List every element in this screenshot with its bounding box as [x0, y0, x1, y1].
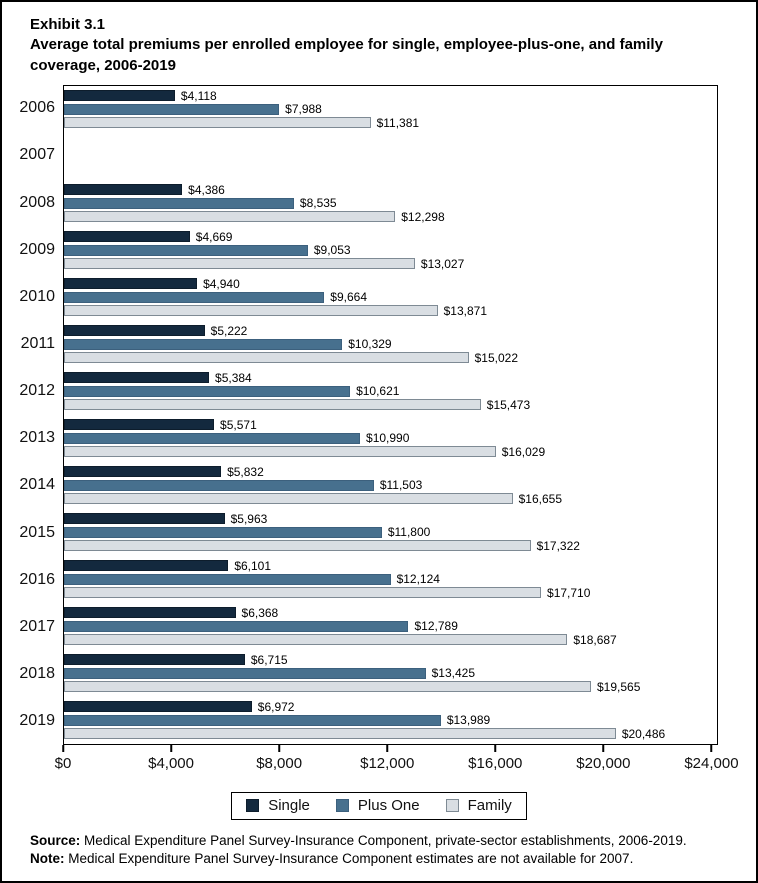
bar-value-label: $17,322: [536, 538, 580, 553]
plus-one-bar: [64, 433, 360, 444]
family-bar: [64, 681, 591, 692]
year-group-2006: [64, 86, 717, 133]
bar-line: [64, 681, 717, 692]
year-label: 2008: [19, 193, 55, 211]
plus-one-bar: [64, 292, 324, 303]
year-label: 2018: [19, 665, 55, 682]
note-line: [30, 850, 728, 868]
bar-value-label: $13,027: [420, 256, 465, 271]
year-group-2012: [64, 368, 717, 415]
bar-value-label: $10,329: [348, 337, 392, 352]
bar-line: [64, 527, 717, 538]
year-group-2013: [64, 415, 717, 462]
bar-line: [64, 513, 717, 524]
bar-value-label: $6,101: [234, 558, 272, 573]
legend-label: Plus One: [357, 797, 420, 815]
bar-line: [64, 587, 717, 598]
year-label: 2010: [19, 287, 55, 305]
family-bar: [64, 117, 371, 128]
bar-line: [64, 607, 717, 618]
bar-value-label: $6,715: [250, 652, 288, 667]
bar-value-label: $12,298: [401, 209, 445, 224]
x-tick-mark: [62, 745, 64, 752]
plus-one-bar: [64, 339, 342, 350]
plus-one-bar: [64, 104, 279, 115]
bar-value-label: $5,832: [227, 464, 264, 479]
single-bar: [64, 560, 228, 571]
x-tick-mark: [603, 745, 605, 752]
family-bar: [64, 211, 395, 222]
year-group-2018: [64, 650, 717, 697]
bar-value-label: $15,022: [474, 350, 519, 365]
single-bar: [64, 654, 245, 665]
bar-line: [64, 466, 717, 477]
single-bar: [64, 90, 175, 101]
single-bar: [64, 466, 221, 477]
x-tick-mark: [278, 745, 280, 752]
single-bar: [64, 419, 214, 430]
family-bar: [64, 587, 541, 598]
plot-area: [63, 85, 718, 745]
bar-value-label: $13,425: [431, 666, 475, 681]
family-bar: [64, 352, 469, 363]
legend-item-single: [246, 797, 310, 814]
bar-chart: [2, 85, 756, 785]
plus-one-bar: [64, 480, 374, 491]
bar-value-label: $6,368: [241, 605, 279, 620]
year-group-2011: [64, 321, 717, 368]
bar-line: [64, 184, 717, 195]
legend: [231, 792, 527, 820]
single-bar: [64, 325, 205, 336]
plus-one-bar: [64, 621, 408, 632]
plus-one-bar: [64, 668, 426, 679]
year-label: 2012: [19, 382, 55, 400]
bar-value-label: $12,789: [414, 619, 458, 634]
legend-container: [2, 792, 756, 820]
single-bar: [64, 607, 236, 618]
legend-label: Single: [268, 797, 310, 815]
family-bar: [64, 305, 438, 316]
bar-value-label: $11,800: [387, 525, 431, 540]
bar-line: [64, 117, 717, 128]
bar-line: [64, 433, 717, 444]
footer-notes: [30, 832, 728, 868]
bar-line: [64, 211, 717, 222]
source-text: Medical Expenditure Panel Survey-Insurance Component, private-sector establishments, 2006-2019.: [80, 832, 687, 848]
bar-line: [64, 104, 717, 115]
legend-label: Family: [467, 797, 512, 815]
year-group-2010: [64, 274, 717, 321]
y-axis-labels: [2, 85, 55, 745]
x-tick-label: $20,000: [576, 754, 631, 772]
bar-value-label: $4,940: [203, 276, 240, 291]
bar-value-label: $17,710: [547, 585, 591, 600]
bar-line: [64, 715, 717, 726]
legend-swatch-icon: [336, 799, 349, 812]
x-axis-tick-labels: [54, 754, 739, 777]
bar-value-label: $8,535: [299, 196, 337, 211]
note-text: Medical Expenditure Panel Survey-Insurance Component estimates are not available for 2007.: [64, 850, 634, 866]
x-tick-mark: [495, 745, 497, 752]
bar-line: [64, 399, 717, 410]
bar-line: [64, 701, 717, 712]
plus-one-bar: [64, 245, 308, 256]
bar-line: [64, 325, 717, 336]
legend-item-family: [446, 797, 512, 814]
year-group-2019: [64, 697, 717, 744]
family-bar: [64, 493, 513, 504]
bar-line: [64, 198, 717, 209]
year-group-2016: [64, 556, 717, 603]
plus-one-bar: [64, 715, 441, 726]
year-group-2017: [64, 603, 717, 650]
bar-line: [64, 574, 717, 585]
single-bar: [64, 701, 252, 712]
bar-line: [64, 151, 717, 162]
bar-line: [64, 540, 717, 551]
x-tick-label: $24,000: [684, 754, 739, 772]
family-bar: [64, 258, 415, 269]
x-tick-label: $16,000: [468, 754, 523, 772]
bar-value-label: $4,669: [195, 229, 233, 244]
source-line: [30, 832, 728, 850]
bar-value-label: $19,565: [597, 679, 641, 694]
single-bar: [64, 372, 209, 383]
plus-one-bar: [64, 527, 382, 538]
note-label: Note:: [30, 850, 65, 866]
x-tick-label: $8,000: [256, 754, 303, 772]
year-group-2014: [64, 462, 717, 509]
plus-one-bar: [64, 386, 350, 397]
bar-line: [64, 493, 717, 504]
legend-item-plus-one: [336, 797, 420, 814]
bar-line: [64, 164, 717, 175]
x-tick-label: $12,000: [360, 754, 415, 772]
bar-line: [64, 386, 717, 397]
single-bar: [64, 231, 190, 242]
year-label: 2015: [19, 523, 55, 541]
bar-value-label: $20,486: [621, 726, 666, 741]
legend-swatch-icon: [446, 799, 459, 812]
bar-value-label: $11,503: [379, 478, 423, 493]
bar-value-label: $18,687: [573, 632, 617, 647]
family-bar: [64, 728, 616, 739]
year-label: 2016: [19, 570, 55, 588]
bar-value-label: $4,386: [188, 182, 225, 197]
x-tick-mark: [170, 745, 172, 752]
bar-value-label: $13,989: [446, 713, 491, 728]
x-tick-label: $4,000: [148, 754, 195, 772]
family-bar: [64, 446, 496, 457]
single-bar: [64, 184, 182, 195]
year-group-2008: [64, 180, 717, 227]
bar-line: [64, 668, 717, 679]
bar-line: [64, 258, 717, 269]
bar-line: [64, 419, 717, 430]
x-tick-label: $0: [54, 754, 72, 772]
x-tick-mark: [386, 745, 388, 752]
bar-line: [64, 137, 717, 148]
x-tick-mark: [711, 745, 713, 752]
family-bar: [64, 399, 481, 410]
bar-value-label: $9,053: [313, 243, 351, 258]
bar-value-label: $9,664: [330, 290, 367, 305]
bar-line: [64, 231, 717, 242]
bar-value-label: $10,990: [366, 431, 410, 446]
year-group-2009: [64, 227, 717, 274]
exhibit-label: Exhibit 3.1: [30, 16, 106, 33]
bar-value-label: $5,222: [210, 323, 248, 338]
year-label: 2009: [19, 240, 55, 258]
bar-value-label: $15,473: [486, 397, 531, 412]
bar-line: [64, 480, 717, 491]
bar-value-label: $4,118: [180, 88, 217, 103]
bar-value-label: $7,988: [285, 102, 322, 117]
bar-line: [64, 634, 717, 645]
family-bar: [64, 634, 567, 645]
year-group-2015: [64, 509, 717, 556]
bar-line: [64, 245, 717, 256]
year-label: 2014: [19, 476, 55, 494]
bar-line: [64, 292, 717, 303]
year-label: 2013: [19, 429, 55, 447]
bar-value-label: $11,381: [376, 115, 420, 130]
bar-line: [64, 446, 717, 457]
bar-value-label: $13,871: [443, 303, 488, 318]
bar-line: [64, 352, 717, 363]
bar-line: [64, 90, 717, 101]
bar-line: [64, 372, 717, 383]
bar-line: [64, 621, 717, 632]
year-group-2007: [64, 133, 717, 180]
year-label: 2011: [20, 335, 55, 353]
year-label: 2006: [19, 99, 55, 117]
single-bar: [64, 513, 225, 524]
bar-value-label: $16,029: [501, 444, 546, 459]
bar-line: [64, 728, 717, 739]
bar-value-label: $10,621: [356, 384, 400, 399]
bar-line: [64, 305, 717, 316]
plus-one-bar: [64, 198, 294, 209]
legend-swatch-icon: [246, 799, 259, 812]
bar-line: [64, 654, 717, 665]
family-bar: [64, 540, 531, 551]
bar-value-label: $5,384: [215, 370, 252, 385]
single-bar: [64, 278, 197, 289]
year-label: 2019: [19, 712, 55, 730]
bar-line: [64, 339, 717, 350]
bar-value-label: $5,571: [220, 417, 257, 432]
bar-value-label: $16,655: [518, 491, 562, 506]
bar-value-label: $12,124: [396, 572, 440, 587]
chart-header: [2, 2, 756, 76]
year-label: 2007: [19, 146, 55, 164]
plus-one-bar: [64, 574, 391, 585]
year-label: 2017: [19, 617, 55, 635]
bar-line: [64, 278, 717, 289]
bar-value-label: $6,972: [257, 699, 295, 714]
chart-title: Average total premiums per enrolled employee for single, employee-plus-one, and family coverage, 2006-2019: [30, 36, 663, 74]
source-label: Source:: [30, 832, 81, 848]
bar-value-label: $5,963: [230, 511, 268, 526]
x-axis-ticks: [63, 745, 718, 753]
bar-line: [64, 560, 717, 571]
